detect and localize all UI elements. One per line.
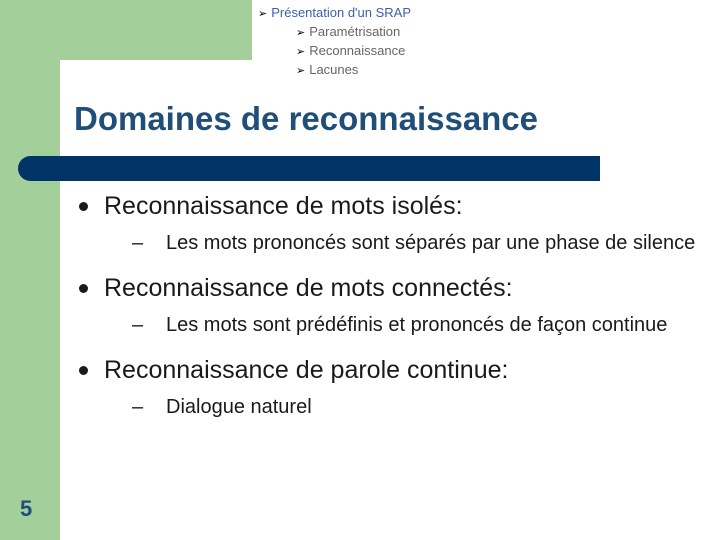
dash-bullet-icon: – bbox=[132, 232, 144, 254]
nav-sub-item bbox=[296, 23, 411, 42]
nav-sub-label: Paramétrisation bbox=[309, 24, 401, 39]
bullet-text: Reconnaissance de mots isolés: bbox=[104, 192, 463, 220]
bullet-dot-icon bbox=[79, 202, 88, 211]
dash-bullet-icon: – bbox=[132, 396, 144, 418]
arrow-bullet-icon: ➢ bbox=[296, 46, 306, 58]
sub-bullet-item bbox=[132, 392, 696, 422]
slide-content bbox=[76, 190, 696, 436]
decorative-left-band bbox=[0, 0, 60, 540]
dash-bullet-icon: – bbox=[132, 314, 144, 336]
bullet-text: Reconnaissance de parole continue: bbox=[104, 356, 509, 384]
nav-main-label: Présentation d'un SRAP bbox=[271, 5, 412, 20]
page-number: 5 bbox=[20, 496, 33, 521]
slide-title: Domaines de reconnaissance bbox=[74, 100, 539, 137]
title-underline-bar bbox=[18, 156, 600, 181]
bullet-item bbox=[76, 354, 696, 386]
bullet-text: Reconnaissance de mots connectés: bbox=[104, 274, 513, 302]
nav-outline bbox=[258, 4, 411, 80]
nav-main-item bbox=[258, 4, 411, 23]
sub-bullet-item bbox=[132, 228, 696, 258]
nav-sub-label: Lacunes bbox=[309, 62, 359, 77]
decorative-corner-curve bbox=[60, 60, 100, 100]
sub-bullet-text: Dialogue naturel bbox=[166, 396, 312, 418]
bullet-item bbox=[76, 190, 696, 222]
arrow-bullet-icon: ➢ bbox=[296, 65, 306, 77]
nav-sub-item bbox=[296, 61, 411, 80]
nav-sub-label: Reconnaissance bbox=[309, 43, 406, 58]
bullet-item bbox=[76, 272, 696, 304]
bullet-dot-icon bbox=[79, 366, 88, 375]
sub-bullet-item bbox=[132, 310, 696, 340]
sub-bullet-text: Les mots sont prédéfinis et prononcés de façon continue bbox=[166, 314, 668, 336]
bullet-dot-icon bbox=[79, 284, 88, 293]
decorative-top-band bbox=[0, 0, 252, 60]
sub-bullet-text: Les mots prononcés sont séparés par une phase de silence bbox=[166, 232, 696, 254]
nav-sub-item bbox=[296, 42, 411, 61]
arrow-bullet-icon: ➢ bbox=[258, 8, 268, 20]
arrow-bullet-icon: ➢ bbox=[296, 27, 306, 39]
